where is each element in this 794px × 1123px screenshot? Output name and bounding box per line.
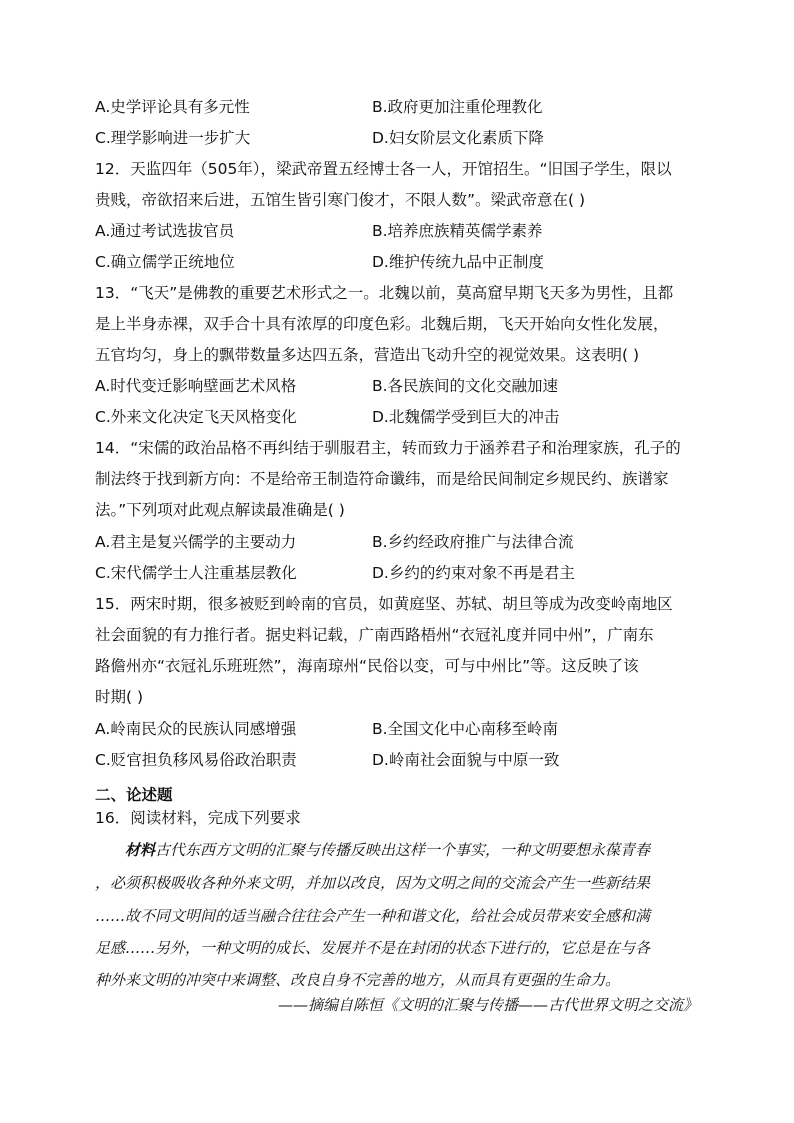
q14-stem-line: 法。”下列项对此观点解读最准确是( ) — [95, 501, 345, 519]
q14-option-b: B.乡约经政府推广与法律合流 — [372, 533, 574, 551]
q13-option-a: A.时代变迁影响壁画艺术风格 — [95, 377, 297, 395]
q14-option-a: A.君主是复兴儒学的主要动力 — [95, 533, 297, 551]
q15-stem-line: 时期( ) — [95, 688, 144, 706]
q14-option-c: C.宋代儒学士人注重基层教化 — [95, 564, 297, 582]
material-line: 种外来文明的冲突中来调整、改良自身不完善的地方，从而具有更强的生命力。 — [95, 971, 621, 989]
q15-stem-line: 社会面貌的有力推行者。据史料记载，广南西路梧州“衣冠礼度并同中州”，广南东 — [95, 626, 654, 644]
q16-stem: 16．阅读材料，完成下列要求 — [95, 809, 301, 827]
q12-option-a: A.通过考试选拔官员 — [95, 222, 235, 240]
section-heading: 二、论述题 — [95, 786, 173, 804]
q12-stem-line: 12．天监四年（505年），梁武帝置五经博士各一人，开馆招生。“旧国子学生，限以 — [95, 160, 672, 178]
q12-option-b: B.培养庶族精英儒学素养 — [372, 222, 543, 240]
q11-option-c: C.理学影响进一步扩大 — [95, 129, 251, 147]
q13-option-d: D.北魏儒学受到巨大的冲击 — [372, 408, 560, 426]
q14-stem-line: 14．“宋儒的政治品格不再纠结于驯服君主，转而致力于涵养君子和治理家族，孔子的 — [95, 439, 681, 457]
material-line: ，必须积极吸收各种外来文明，并加以改良，因为文明之间的交流会产生一些新结果 — [95, 874, 651, 892]
q11-option-a: A.史学评论具有多元性 — [95, 98, 250, 116]
q15-option-a: A.岭南民众的民族认同感增强 — [95, 720, 297, 738]
q14-stem-line: 制法终于找到新方向：不是给帝王制造符命谶纬，而是给民间制定乡规民约、族谱家 — [95, 470, 669, 488]
q15-stem-line: 路儋州亦“衣冠礼乐班班然”，海南琼州“民俗以变，可与中州比”等。这反映了该 — [95, 657, 639, 675]
material-line: 足感……另外，一种文明的成长、发展并不是在封闭的状态下进行的，它总是在与各 — [95, 939, 651, 957]
q12-option-d: D.维护传统九品中正制度 — [372, 253, 544, 271]
material-source: ——摘编自陈恒《文明的汇聚与传播——古代世界文明之交流》 — [277, 996, 698, 1014]
q11-option-d: D.妇女阶层文化素质下降 — [372, 129, 544, 147]
material-label: 材料 — [125, 841, 156, 859]
q13-stem-line: 是上半身赤裸，双手合十具有浓厚的印度色彩。北魏后期，飞天开始向女性化发展， — [95, 315, 669, 333]
q13-stem-line: 五官均匀，身上的飘带数量多达四五条，营造出飞动升空的视觉效果。这表明( ) — [95, 346, 640, 364]
q14-option-d: D.乡约的约束对象不再是君主 — [372, 564, 575, 582]
q13-option-b: B.各民族间的文化交融加速 — [372, 377, 559, 395]
q13-option-c: C.外来文化决定飞天风格变化 — [95, 408, 297, 426]
q12-stem-line: 贵贱，帝欲招来后进，五馆生皆引寒门俊才，不限人数”。梁武帝意在( ) — [95, 191, 586, 209]
q13-stem-line: 13．“飞天”是佛教的重要艺术形式之一。北魏以前，莫高窟早期飞天多为男性，且都 — [95, 284, 674, 302]
q15-option-b: B.全国文化中心南移至岭南 — [372, 720, 559, 738]
q15-stem-line: 15．两宋时期，很多被贬到岭南的官员，如黄庭坚、苏轼、胡旦等成为改变岭南地区 — [95, 595, 673, 613]
q15-option-d: D.岭南社会面貌与中原一致 — [372, 751, 560, 769]
q15-option-c: C.贬官担负移风易俗政治职责 — [95, 751, 297, 769]
material-line: ……故不同文明间的适当融合往往会产生一种和谐文化，给社会成员带来安全感和满 — [95, 907, 651, 925]
q12-option-c: C.确立儒学正统地位 — [95, 253, 235, 271]
q11-option-b: B.政府更加注重伦理教化 — [372, 98, 543, 116]
material-line: 材料古代东西方文明的汇聚与传播反映出这样一个事实，一种文明要想永葆青春 — [125, 841, 651, 859]
